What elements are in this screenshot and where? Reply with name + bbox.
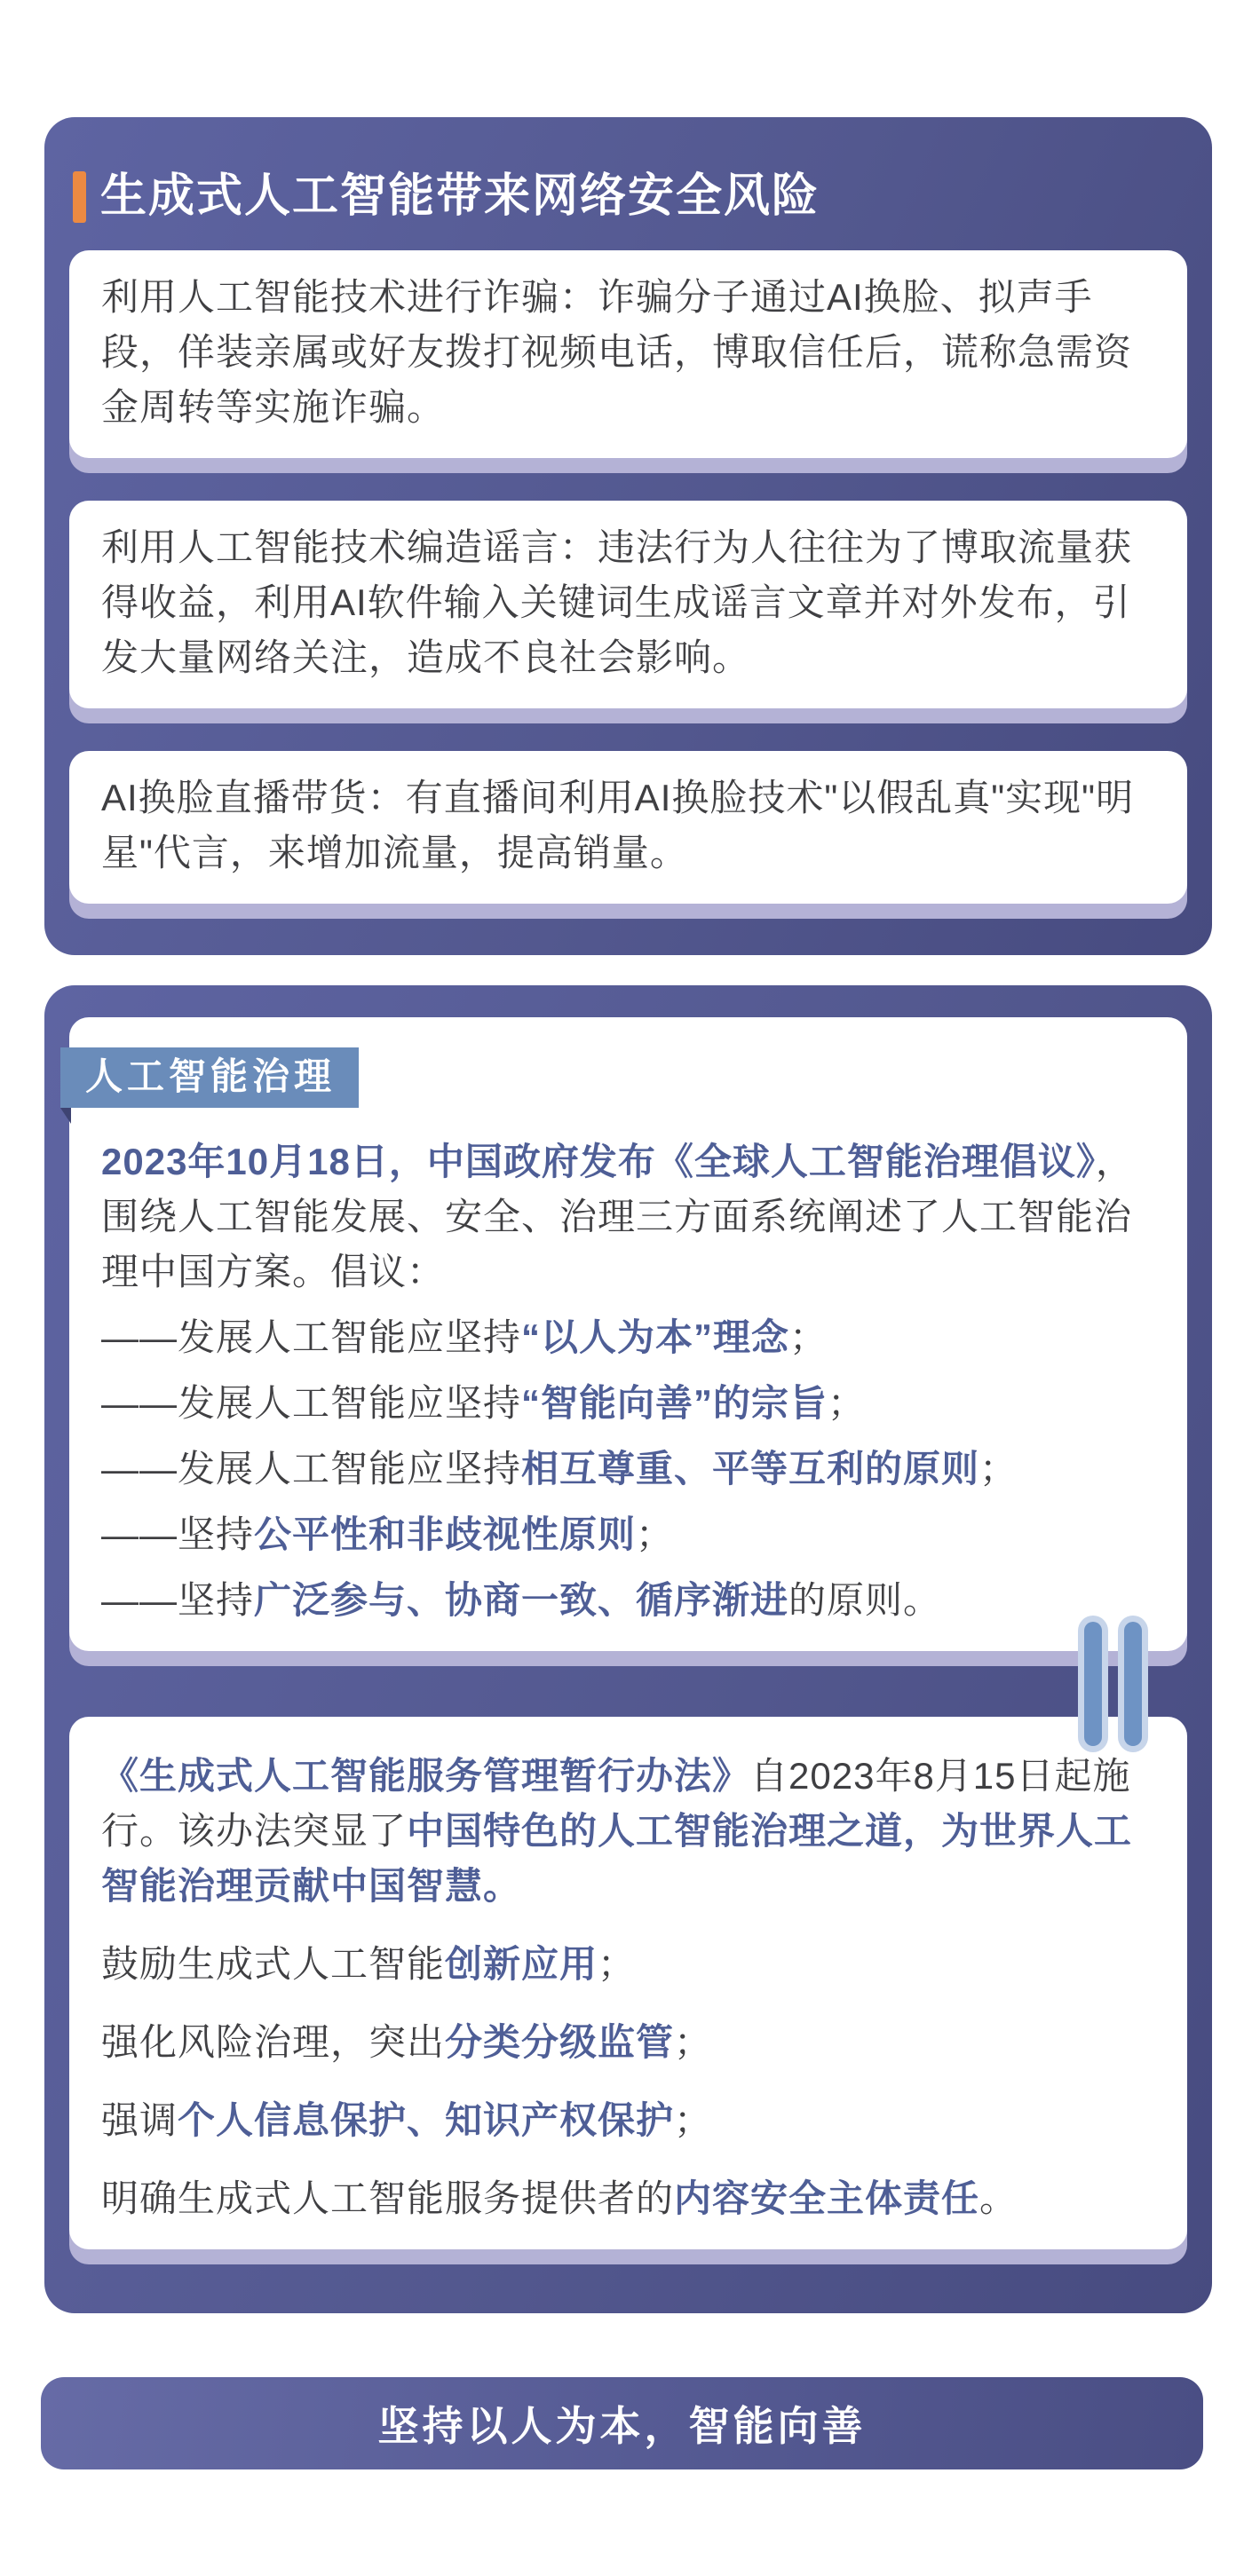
governance-section	[44, 985, 1212, 2313]
principle-line	[101, 1507, 1155, 1562]
staple-pin-icon	[1118, 1616, 1148, 1752]
measure-line	[101, 2093, 1155, 2148]
plain-text: ；	[674, 2098, 713, 2141]
measures-card	[69, 1717, 1187, 2249]
title-accent-bar	[73, 171, 86, 223]
plain-text: ——发展人工智能应坚持	[101, 1381, 522, 1424]
plain-text: 。	[979, 2177, 1018, 2219]
card-connector-gap	[69, 1651, 1187, 1717]
emphasis-text: 《生成式人工智能服务管理暂行办法》	[101, 1754, 751, 1797]
plain-text: 强调	[101, 2098, 178, 2141]
plain-text: 明确生成式人工智能服务提供者的	[101, 2177, 675, 2219]
risk-card-faceswap-livestream	[69, 751, 1187, 904]
footer-banner	[41, 2377, 1203, 2469]
plain-text: ——发展人工智能应坚持	[101, 1316, 522, 1358]
risks-section-title: 生成式人工智能带来网络安全风险	[100, 170, 820, 222]
emphasis-text: 相互尊重、平等互利的原则	[521, 1447, 980, 1489]
emphasis-text: 内容安全主体责任	[674, 2177, 980, 2219]
plain-text: ——坚持	[101, 1578, 255, 1621]
risk-card-fraud	[69, 250, 1187, 458]
emphasis-text: 中国特色的人工智能治理之道，为世界人工智能治理贡献中国智慧。	[101, 1809, 1133, 1907]
staple-pin-core	[1124, 1622, 1142, 1746]
plain-text: ；	[979, 1447, 1018, 1489]
staple-pin-core	[1084, 1622, 1102, 1746]
emphasis-text: 公平性和非歧视性原则	[254, 1513, 637, 1555]
principle-line	[101, 1376, 1155, 1431]
governance-tag	[60, 1047, 359, 1108]
risk-card-rumors-text: 利用人工智能技术编造谣言：违法行为人往往为了博取流量获得收益，利用AI软件输入关键词生成谣言文章并对外发布，引发大量网络关注，造成不良社会影响。	[101, 525, 1133, 678]
emphasis-text: 个人信息保护、知识产权保护	[178, 2098, 675, 2141]
plain-text: 鼓励生成式人工智能	[101, 1942, 446, 1985]
tag-fold-triangle	[60, 1108, 71, 1124]
plain-text: ；	[789, 1316, 828, 1358]
emphasis-text: “智能向善”的宗旨	[521, 1381, 828, 1424]
risks-title-row	[73, 170, 1187, 224]
governance-initiative-card	[69, 1017, 1187, 1651]
measure-line	[101, 2171, 1155, 2226]
plain-text: 自2023年8月15日起施行。该办法突显了	[101, 1754, 1131, 1852]
plain-text: 强化风险治理，突出	[101, 2020, 446, 2063]
plain-text: 的原则。	[788, 1578, 942, 1621]
plain-text: ；	[828, 1381, 867, 1424]
emphasis-text: 广泛参与、协商一致、循序渐进	[254, 1578, 789, 1621]
plain-text: ，围绕人工智能发展、安全、治理三方面系统阐述了人工智能治理中国方案。倡议：	[101, 1140, 1134, 1292]
principle-line	[101, 1442, 1155, 1497]
footer-banner-text: 坚持以人为本，智能向善	[377, 2402, 867, 2449]
measure-line	[101, 1937, 1155, 1992]
measure-line	[101, 2015, 1155, 2070]
initiative-intro-paragraph	[101, 1134, 1155, 1300]
risk-card-fraud-text: 利用人工智能技术进行诈骗：诈骗分子通过AI换脸、拟声手段，佯装亲属或好友拨打视频电话，博取信任后，谎称急需资金周转等实施诈骗。	[101, 275, 1133, 428]
risk-card-rumors	[69, 501, 1187, 708]
plain-text: ——坚持	[101, 1513, 255, 1555]
emphasis-text: 分类分级监管	[445, 2020, 675, 2063]
staple-pin-icon	[1078, 1616, 1108, 1752]
principle-line	[101, 1573, 1155, 1628]
plain-text: ；	[598, 1942, 637, 1985]
plain-text: ——发展人工智能应坚持	[101, 1447, 522, 1489]
plain-text: ；	[636, 1513, 675, 1555]
emphasis-text: 2023年10月18日，中国政府发布《全球人工智能治理倡议》	[101, 1140, 1096, 1182]
plain-text: ；	[674, 2020, 713, 2063]
principle-line	[101, 1310, 1155, 1365]
measures-paragraph	[101, 1749, 1155, 1914]
risks-section	[44, 117, 1212, 955]
emphasis-text: “以人为本”理念	[521, 1316, 790, 1358]
risk-card-faceswap-text: AI换脸直播带货：有直播间利用AI换脸技术"以假乱真"实现"明星"代言，来增加流量，提高销量。	[101, 776, 1135, 873]
staple-pins-icon	[1078, 1616, 1148, 1752]
governance-tag-label: 人工智能治理	[85, 1055, 337, 1097]
emphasis-text: 创新应用	[445, 1942, 598, 1985]
